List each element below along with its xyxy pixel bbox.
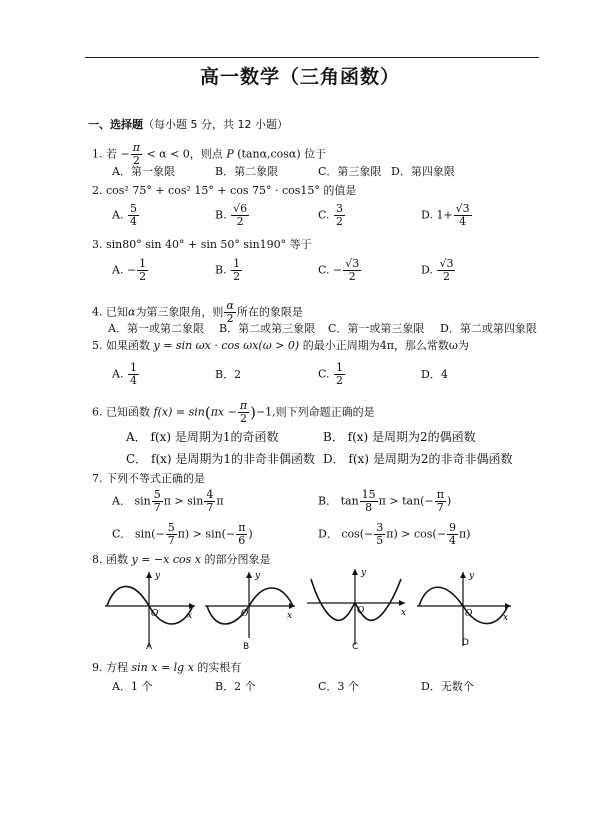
q4-number: 4. [92, 305, 103, 319]
q9-post: 的实根有 [197, 661, 242, 674]
q4-alpha: α [128, 305, 136, 319]
graph-d-x-label: x [503, 613, 509, 623]
graph-b-x-label: x [287, 611, 293, 621]
q2-option-b[interactable]: B. $\frac{√6}{2}$ [215, 202, 248, 228]
q3-number: 3. [92, 238, 103, 251]
question-6: 6. 已知函数 f(x) = sin(πx − $\frac{\pi}{2}$ )−1,则下列命题正确的是 [92, 399, 375, 425]
q3-option-d[interactable]: D. $\frac{√3}{2}$ [421, 257, 454, 283]
q6-fx: f(x) = sin [153, 405, 205, 419]
q1-fraction: $\frac{\pi}{2}$ [132, 141, 140, 167]
q7-option-a[interactable]: A． sin $\frac{5}{7}$ π > sin $\frac{4}{7}$ π [112, 488, 224, 514]
q4-mid: 为第三象限角，则 [135, 305, 224, 319]
q4-option-c[interactable]: C．第一或第三象限 [328, 322, 425, 335]
q5-number: 5. [92, 339, 103, 352]
q9-option-a[interactable]: A．1 个 [112, 680, 153, 693]
q8-graph-a[interactable] [103, 568, 198, 648]
q7-option-d[interactable]: D． cos(− $\frac{3}{5}$ π) > cos(− $\frac{9}{4}$ π) [318, 521, 471, 547]
q5-option-b[interactable]: B．2 [215, 368, 242, 381]
q2-option-c[interactable]: C. $\frac{3}{2}$ [318, 202, 344, 228]
q1-option-a[interactable]: A．第一象限 [112, 165, 175, 178]
q2-number: 2. [92, 184, 103, 197]
header-rule [85, 57, 539, 58]
q9-option-c[interactable]: C．3 个 [318, 680, 359, 693]
graph-d-origin: O [465, 609, 473, 619]
q4-fraction: $\frac{\alpha}{2}$ [226, 299, 234, 325]
q6-pre: 已知函数 [106, 405, 150, 419]
section-heading [88, 118, 288, 132]
q6-post: ,则下列命题正确的是 [272, 405, 375, 419]
q5-period: 4π [379, 339, 394, 352]
q8-label-c: C [352, 642, 359, 652]
section-note: （每小题 5 分，共 12 小题） [143, 118, 288, 131]
q3-post: 等于 [289, 238, 312, 251]
question-9 [92, 661, 241, 675]
q3-option-a[interactable]: A. − $\frac{1}{2}$ [112, 257, 147, 283]
q5-option-c[interactable]: C. $\frac{1}{2}$ [318, 361, 344, 387]
graph-c-origin: O [357, 606, 365, 616]
q1-mid: < α < 0，则点 [146, 147, 223, 161]
q1-option-c[interactable]: C．第三象限 [318, 165, 382, 178]
q6-option-d[interactable]: D． f(x) 是周期为2的非奇非偶函数 [323, 452, 513, 466]
q1-minus: − [120, 147, 130, 161]
q4-post: 所在的象限是 [236, 305, 303, 319]
q1-pre: 若 [106, 147, 117, 161]
q8-label-b: B [243, 642, 250, 652]
q1-option-d[interactable]: D．第四象限 [391, 165, 455, 178]
q5-option-d[interactable]: D．4 [421, 368, 448, 381]
q6-option-b[interactable]: B． f(x) 是周期为2的偶函数 [323, 430, 476, 444]
q8-label-a: A [146, 642, 153, 652]
q2-expr: cos² 75° + cos² 15° + cos 75° · cos15° [106, 184, 320, 197]
graph-b-y-label: y [255, 571, 261, 581]
graph-a-y-label: y [155, 571, 161, 581]
q8-pre: 函数 [106, 553, 128, 566]
q2-option-a[interactable]: A. $\frac{5}{4}$ [112, 202, 137, 228]
q1-point-name: P [226, 147, 234, 161]
q4-option-d[interactable]: D．第二或第四象限 [440, 322, 537, 335]
q8-graph-d[interactable] [415, 568, 515, 648]
q8-graph-c[interactable] [305, 565, 410, 647]
q9-expr: sin x = lg x [131, 661, 194, 674]
question-1 [92, 142, 326, 167]
q5-mid: 的最小正周期为 [302, 339, 380, 352]
q5-expr: y = sin ωx · cos ωx(ω > 0) [153, 339, 300, 352]
graph-c-y-label: y [361, 568, 367, 578]
graph-a-origin: O [151, 609, 159, 619]
q3-option-b[interactable]: B. $\frac{1}{2}$ [215, 257, 241, 283]
q4-option-a[interactable]: A．第一或第二象限 [108, 322, 204, 335]
q2-post: 的值是 [323, 184, 357, 197]
q5-option-a[interactable]: A. $\frac{1}{4}$ [112, 361, 137, 387]
page-title: 高一数学（三角函数） [199, 66, 400, 88]
graph-d-y-label: y [469, 571, 475, 581]
q5-post: ，那么常数ω为 [393, 339, 469, 352]
graph-a-x-label: x [187, 611, 193, 621]
q8-label-d: D [462, 638, 469, 648]
question-2 [92, 184, 356, 198]
question-5 [92, 339, 469, 353]
q8-number: 8. [92, 553, 103, 566]
q4-pre: 已知 [106, 305, 128, 319]
q1-number: 1. [92, 147, 103, 161]
section-label: 一、选择题 [88, 118, 143, 131]
q3-expr: sin80° sin 40° + sin 50° sin190° [106, 238, 287, 251]
question-8 [92, 553, 270, 567]
q9-pre: 方程 [106, 661, 128, 674]
q6-inner: πx − [210, 405, 237, 419]
q1-post: 位于 [304, 147, 327, 161]
q4-option-b[interactable]: B．第二或第三象限 [219, 322, 316, 335]
q5-pre: 如果函数 [106, 339, 150, 352]
question-3 [92, 238, 312, 252]
q6-number: 6. [92, 405, 103, 419]
q7-number: 7. [92, 472, 103, 485]
q1-option-b[interactable]: B．第二象限 [215, 165, 279, 178]
q6-option-a[interactable]: A． f(x) 是周期为1的奇函数 [126, 430, 279, 444]
q9-option-b[interactable]: B．2 个 [215, 680, 256, 693]
q7-post: 下列不等式正确的是 [106, 472, 205, 485]
q9-number: 9. [92, 661, 103, 674]
graph-b-origin: O [241, 609, 249, 619]
q3-option-c[interactable]: C. − $\frac{√3}{2}$ [318, 257, 360, 283]
q9-option-d[interactable]: D．无数个 [421, 680, 474, 693]
q8-post: 的部分图象是 [204, 553, 271, 566]
q1-point: (tanα,cosα) [237, 147, 301, 161]
q8-expr: y = −x cos x [131, 553, 201, 566]
q6-option-c[interactable]: C． f(x) 是周期为1的非奇非偶函数 [126, 452, 316, 466]
q2-option-d[interactable]: D. 1+ $\frac{√3}{4}$ [421, 202, 470, 228]
q8-graph-b[interactable] [203, 568, 298, 648]
graph-c-x-label: x [401, 608, 407, 618]
question-7 [92, 472, 205, 486]
q7-option-b[interactable]: B． tan $\frac{15}{8}$ π > tan(− $\frac{\pi}{7}$ ) [318, 488, 452, 514]
q7-option-c[interactable]: C． sin(− $\frac{5}{7}$ π) > sin(− $\frac{\pi}{6}$ ) [112, 521, 253, 547]
